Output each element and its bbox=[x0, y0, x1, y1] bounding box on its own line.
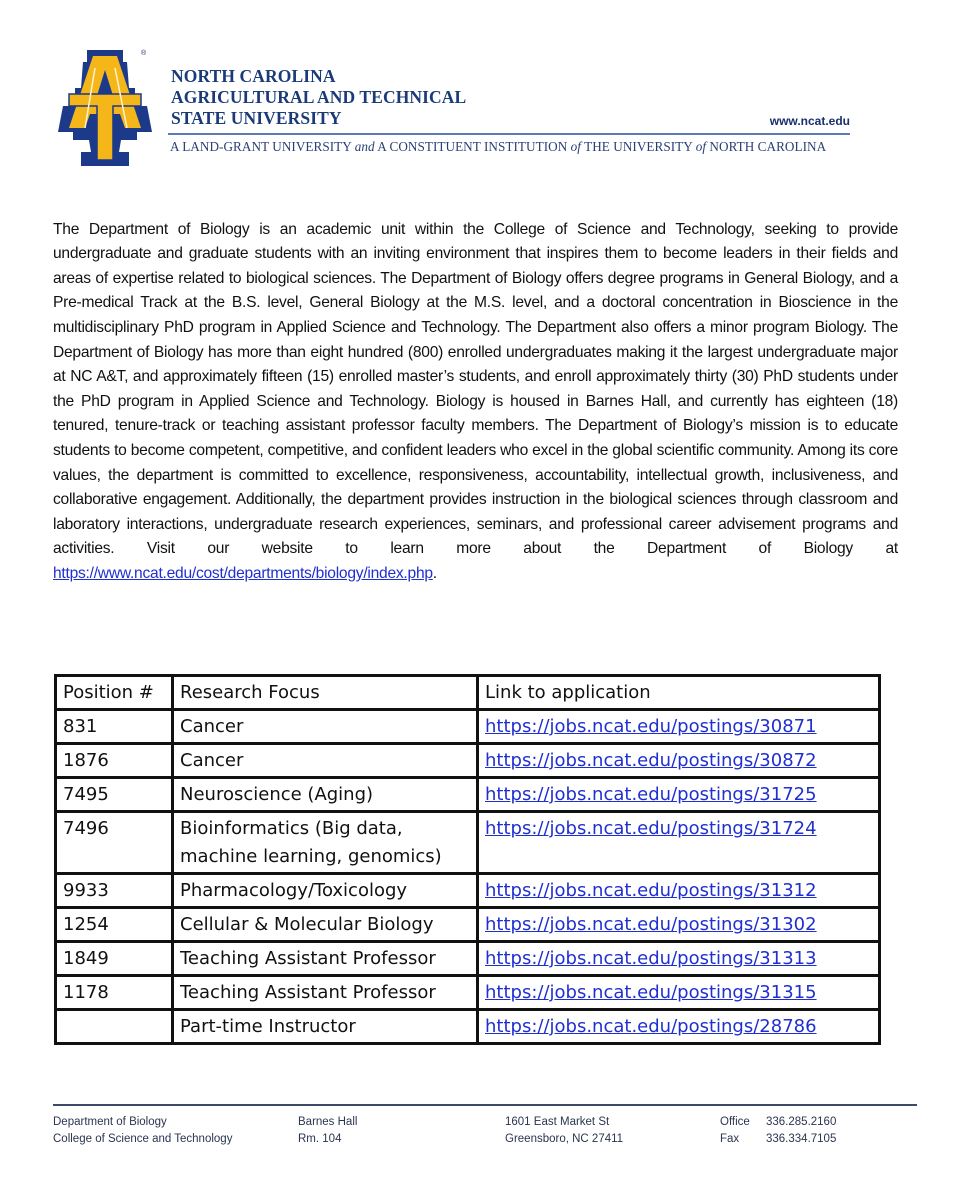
table-row bbox=[56, 744, 880, 778]
table-row bbox=[56, 908, 880, 942]
header-research-focus: Research Focus bbox=[173, 676, 478, 710]
footer-street: 1601 East Market St bbox=[505, 1116, 610, 1128]
table-header-row bbox=[56, 676, 880, 710]
research-focus: Teaching Assistant Professor bbox=[173, 976, 478, 1010]
header-divider bbox=[168, 133, 850, 135]
footer-divider bbox=[53, 1104, 917, 1106]
position-number bbox=[56, 1010, 173, 1044]
tagline-part: THE UNIVERSITY bbox=[581, 139, 696, 154]
position-number: 1849 bbox=[56, 942, 173, 976]
research-focus bbox=[173, 812, 478, 874]
position-number: 1254 bbox=[56, 908, 173, 942]
biology-website-link[interactable]: https://www.ncat.edu/cost/departments/biology/index.php bbox=[53, 564, 433, 582]
footer-building-name: Barnes Hall bbox=[298, 1116, 358, 1128]
description-text: The Department of Biology is an academic unit within the College of Science and Technology, seeking to provide undergraduate and graduate students with an inviting environment that inspires them to become leaders in their fields and areas of expertise related to biological sciences. The Department of Biology offers degree programs in General Biology, and a Pre-medical Track at the B.S. level, General Biology at the M.S. level, and a doctoral concentration in Bioscience in the multidisciplinary PhD program in Applied Science and Technology. The Department also offers a minor program Biology. The Department of Biology has more than eight hundred (800) enrolled undergraduates making it the largest undergraduate major at NC A&T, and approximately fifteen (15) enrolled master’s students, and enroll approximately thirty (30) PhD students under the PhD program in Applied Science and Technology. Biology is housed in Barnes Hall, and currently has eighteen (18) tenured, tenure-track or teaching assistant professor faculty members. The Department of Biology’s mission is to educate students to become competent, competitive, and confident leaders who excel in the global scientific community. Among its core values, the department is committed to excellence, responsiveness, accountability, intellectual growth, inclusiveness, and collaborative engagement. Additionally, the department provides instruction in the biological sciences through classroom and laboratory interactions, undergraduate research experiences, seminars, and professional career advisement programs and activities. Visit our website to learn more about the Department of Biology at bbox=[53, 220, 898, 558]
application-link[interactable]: https://jobs.ncat.edu/postings/28786 bbox=[485, 1016, 817, 1037]
research-focus-line: Bioinformatics (Big data, bbox=[180, 818, 403, 839]
footer-contact bbox=[720, 1114, 836, 1148]
tagline-part: and bbox=[354, 139, 375, 154]
research-focus: Cancer bbox=[173, 710, 478, 744]
tagline-part: of bbox=[570, 139, 581, 154]
research-focus: Cancer bbox=[173, 744, 478, 778]
office-label: Office bbox=[720, 1116, 750, 1128]
application-link[interactable]: https://jobs.ncat.edu/postings/31302 bbox=[485, 914, 817, 935]
description-trailing: . bbox=[432, 564, 437, 582]
table-row bbox=[56, 710, 880, 744]
fax-phone: 336.334.7105 bbox=[766, 1133, 837, 1145]
research-focus-line: machine learning, genomics) bbox=[180, 846, 442, 867]
tagline-part: A LAND-GRANT UNIVERSITY bbox=[170, 139, 355, 154]
university-name bbox=[171, 66, 466, 129]
footer-department bbox=[53, 1114, 232, 1148]
footer-fax bbox=[720, 1131, 836, 1148]
application-cell bbox=[478, 908, 880, 942]
application-cell bbox=[478, 744, 880, 778]
university-tagline bbox=[170, 139, 826, 155]
tagline-part: A CONSTITUENT INSTITUTION bbox=[374, 139, 571, 154]
tagline-part: NORTH CAROLINA bbox=[706, 139, 827, 154]
application-cell bbox=[478, 942, 880, 976]
department-description bbox=[53, 218, 898, 587]
application-link[interactable]: https://jobs.ncat.edu/postings/30871 bbox=[485, 716, 817, 737]
application-cell bbox=[478, 710, 880, 744]
header-application-link: Link to application bbox=[478, 676, 880, 710]
footer-office bbox=[720, 1114, 836, 1131]
application-link[interactable]: https://jobs.ncat.edu/postings/31725 bbox=[485, 784, 817, 805]
table-row bbox=[56, 976, 880, 1010]
table-row bbox=[56, 1010, 880, 1044]
application-link[interactable]: https://jobs.ncat.edu/postings/31315 bbox=[485, 982, 817, 1003]
research-focus: Pharmacology/Toxicology bbox=[173, 874, 478, 908]
research-focus: Teaching Assistant Professor bbox=[173, 942, 478, 976]
table-row bbox=[56, 778, 880, 812]
position-number: 7495 bbox=[56, 778, 173, 812]
research-focus: Cellular & Molecular Biology bbox=[173, 908, 478, 942]
position-number: 9933 bbox=[56, 874, 173, 908]
application-cell bbox=[478, 1010, 880, 1044]
footer-city: Greensboro, NC 27411 bbox=[505, 1133, 624, 1145]
footer-room: Rm. 104 bbox=[298, 1133, 342, 1145]
table-row bbox=[56, 812, 880, 874]
application-link[interactable]: https://jobs.ncat.edu/postings/30872 bbox=[485, 750, 817, 771]
position-number: 831 bbox=[56, 710, 173, 744]
application-link[interactable]: https://jobs.ncat.edu/postings/31724 bbox=[485, 818, 817, 839]
ncat-aggie-logo-icon bbox=[55, 48, 155, 168]
application-cell bbox=[478, 976, 880, 1010]
tagline-part: of bbox=[695, 139, 707, 154]
application-cell bbox=[478, 812, 880, 874]
fax-label: Fax bbox=[720, 1133, 740, 1145]
research-focus: Part-time Instructor bbox=[173, 1010, 478, 1044]
header-position: Position # bbox=[56, 676, 173, 710]
footer-department-name: Department of Biology bbox=[53, 1116, 167, 1128]
table-row bbox=[56, 942, 880, 976]
table-row bbox=[56, 874, 880, 908]
position-number: 7496 bbox=[56, 812, 173, 874]
application-link[interactable]: https://jobs.ncat.edu/postings/31312 bbox=[485, 880, 817, 901]
office-phone: 336.285.2160 bbox=[766, 1116, 837, 1128]
application-cell bbox=[478, 778, 880, 812]
website-url: www.ncat.edu bbox=[769, 114, 850, 128]
application-link[interactable]: https://jobs.ncat.edu/postings/31313 bbox=[485, 948, 817, 969]
university-name-line-2: AGRICULTURAL AND TECHNICAL bbox=[171, 87, 467, 107]
positions-table bbox=[54, 674, 881, 1045]
position-number: 1178 bbox=[56, 976, 173, 1010]
footer-building bbox=[298, 1114, 357, 1148]
position-number: 1876 bbox=[56, 744, 173, 778]
registered-mark: ® bbox=[141, 50, 147, 57]
application-cell bbox=[478, 874, 880, 908]
university-name-line-3: STATE UNIVERSITY bbox=[171, 108, 342, 128]
research-focus: Neuroscience (Aging) bbox=[173, 778, 478, 812]
footer-college-name: College of Science and Technology bbox=[53, 1133, 233, 1145]
letterhead bbox=[0, 0, 955, 190]
footer-address bbox=[505, 1114, 623, 1148]
university-name-line-1: NORTH CAROLINA bbox=[171, 66, 336, 86]
